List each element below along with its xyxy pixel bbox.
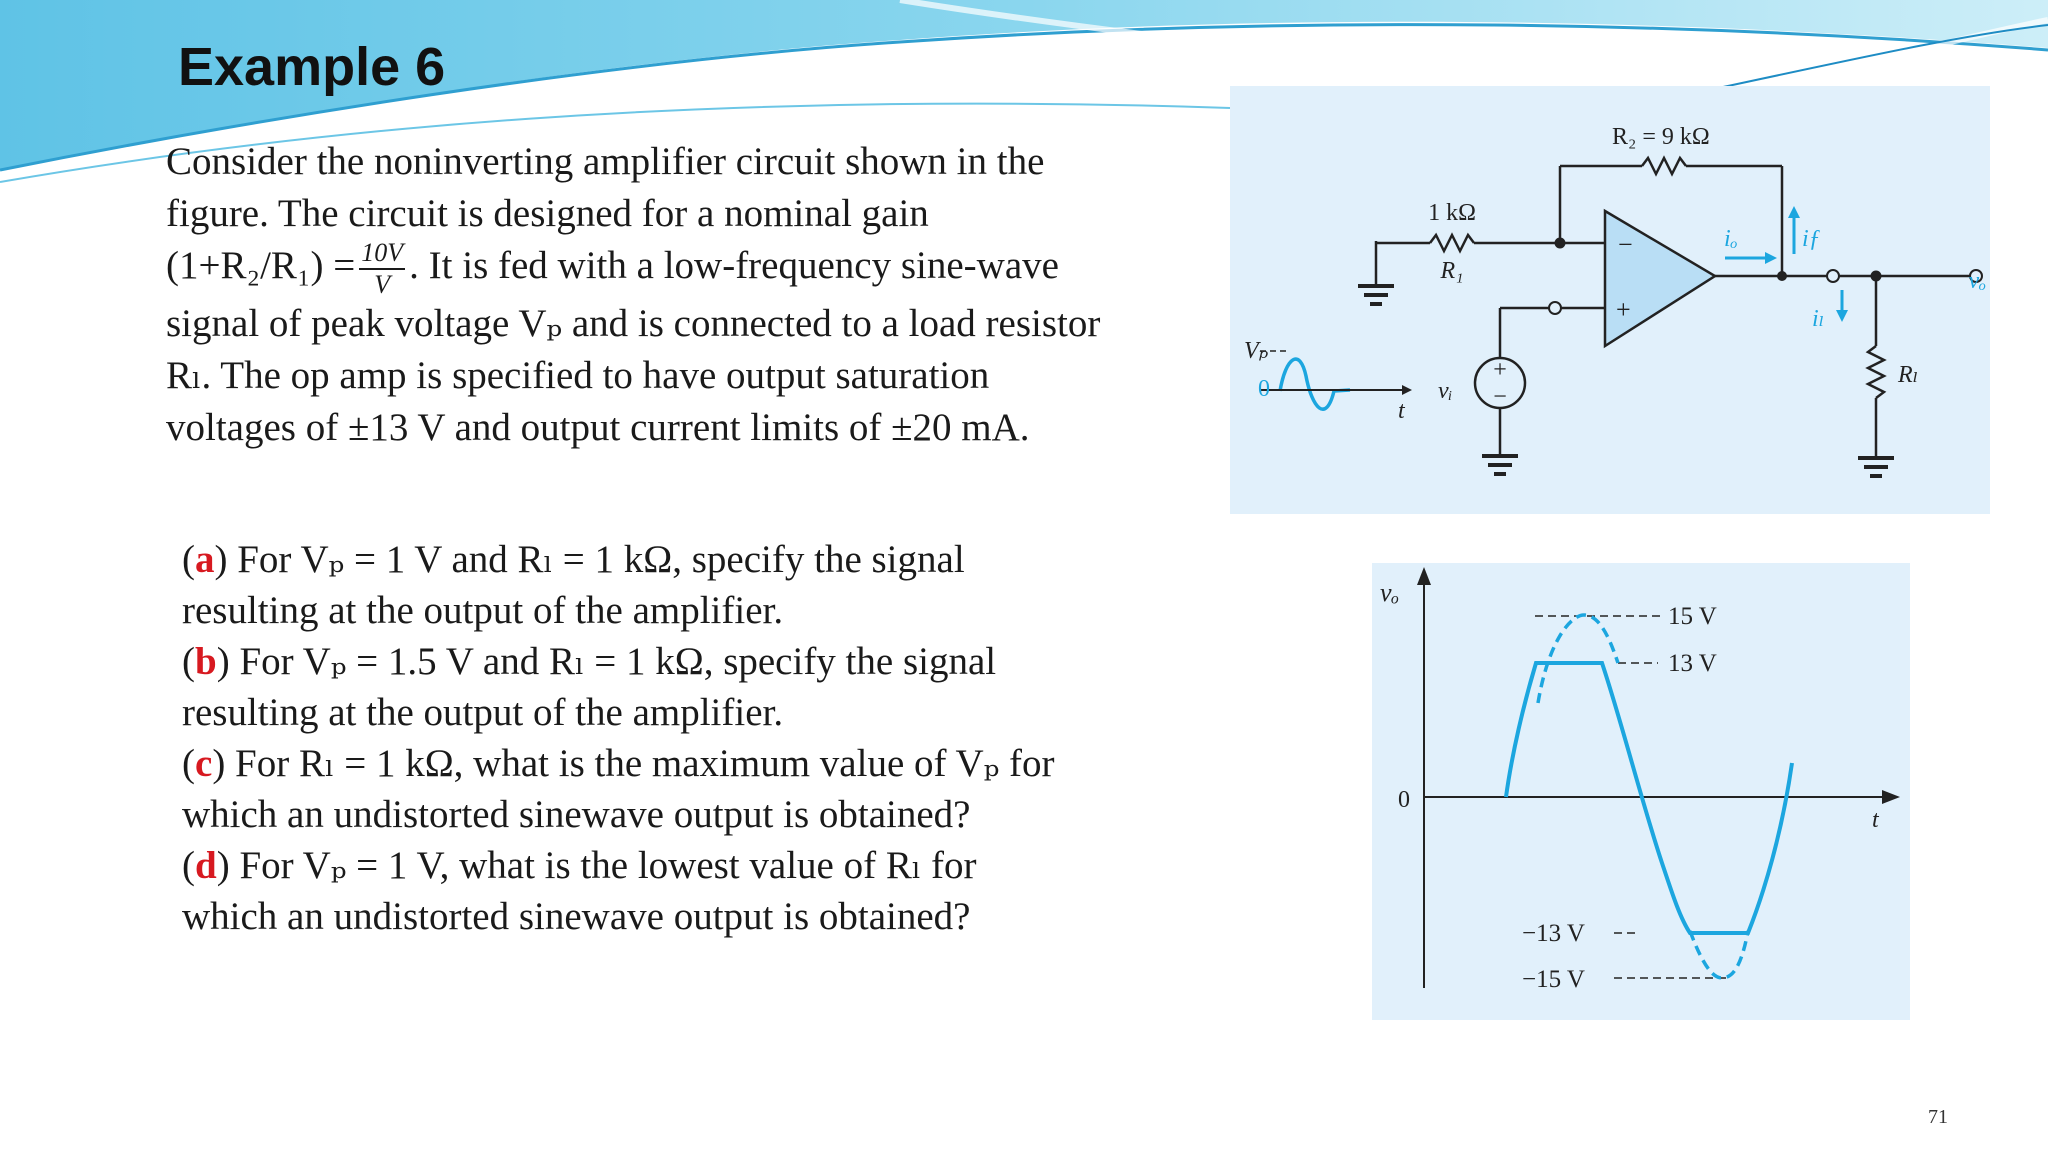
question-label: a (195, 538, 215, 581)
op-amp-plus: + (1616, 295, 1631, 324)
arrow-icon (1882, 790, 1900, 804)
resistor-r1 (1430, 235, 1474, 251)
junction-dot (1777, 271, 1787, 281)
statement-line: signal of peak voltage Vₚ and is connected to a load resistor (166, 302, 1101, 346)
terminal-icon (1549, 302, 1561, 314)
question-list (182, 534, 1242, 942)
question-label: b (195, 640, 217, 683)
statement-text: . It is fed with a low-frequency sine-wave (409, 244, 1059, 287)
resistor-r2 (1642, 158, 1686, 174)
label-13v: 13 V (1668, 650, 1717, 677)
problem-statement (166, 136, 1236, 454)
rl-label: Rₗ (1898, 362, 1919, 388)
terminal-icon (1827, 270, 1839, 282)
op-amp-minus: − (1618, 230, 1633, 259)
statement-line: Rₗ. The op amp is specified to have output saturation (166, 354, 990, 398)
zero-label: 0 (1258, 376, 1270, 402)
label-n15v: −15 V (1522, 966, 1585, 993)
zero-label: 0 (1398, 787, 1410, 813)
question-b-line1: (b) For Vₚ = 1.5 V and Rₗ = 1 kΩ, specify the signal (182, 640, 997, 683)
arrow-icon (1402, 385, 1412, 395)
label-15v: 15 V (1668, 603, 1717, 630)
r2-label: R₂ = 9 kΩ (1612, 124, 1710, 150)
ideal-positive-peak (1538, 615, 1618, 703)
question-a-line1: (a) For Vₚ = 1 V and Rₗ = 1 kΩ, specify the signal (182, 538, 965, 581)
if-label: iƒ (1802, 226, 1821, 252)
r1-label: R₁ (1440, 258, 1464, 284)
page-number: 71 (1928, 1106, 1948, 1128)
junction-dot (1871, 271, 1882, 282)
output-waveform (1372, 563, 1910, 1020)
question-c-line1: (c) For Rₗ = 1 kΩ, what is the maximum value of Vₚ for (182, 742, 1055, 785)
label-n13v: −13 V (1522, 920, 1585, 947)
il-label: iₗ (1812, 306, 1825, 332)
question-d-line1: (d) For Vₚ = 1 V, what is the lowest value of Rₗ for (182, 844, 977, 887)
fraction-denominator: V (374, 270, 391, 300)
resistor-rl (1868, 346, 1884, 398)
arrow-icon (1836, 310, 1848, 322)
ideal-negative-peak (1690, 931, 1748, 978)
gain-expression: (1+R₂/R₁) = (166, 244, 356, 287)
arrow-icon (1765, 252, 1777, 264)
question-c-line2: which an undistorted sinewave output is obtained? (182, 793, 971, 836)
statement-line-gain (166, 240, 1236, 298)
statement-line: voltages of ±13 V and output current limits of ±20 mA. (166, 406, 1030, 450)
question-d-line2: which an undistorted sinewave output is obtained? (182, 895, 971, 938)
gain-fraction (359, 240, 405, 298)
fraction-numerator: 10V (359, 240, 405, 270)
arrow-icon (1417, 567, 1431, 585)
t-label: t (1398, 398, 1405, 424)
slide-title: Example 6 (178, 37, 446, 97)
question-a-line2: resulting at the output of the amplifier. (182, 589, 784, 632)
r1-value: 1 kΩ (1428, 200, 1476, 226)
question-label: c (195, 742, 213, 785)
question-label: d (195, 844, 217, 887)
circuit-diagram-panel (1230, 86, 1990, 514)
vi-label: vᵢ (1438, 378, 1453, 404)
vp-label: Vₚ (1244, 338, 1269, 364)
arrow-icon (1788, 206, 1800, 218)
source-plus: + (1493, 357, 1507, 383)
input-sine-icon (1280, 359, 1350, 409)
vo-label: vₒ (1968, 268, 1986, 294)
statement-line: figure. The circuit is designed for a nominal gain (166, 192, 929, 235)
junction-dot (1555, 238, 1566, 249)
output-waveform-panel (1372, 563, 1910, 1020)
question-b-line2: resulting at the output of the amplifier. (182, 691, 784, 734)
y-axis-label: vₒ (1380, 578, 1399, 607)
x-axis-label: t (1872, 807, 1879, 833)
circuit-diagram (1230, 86, 1990, 514)
statement-line: Consider the noninverting amplifier circuit shown in the (166, 140, 1045, 183)
io-label: iₒ (1724, 226, 1738, 252)
source-minus: − (1493, 384, 1507, 410)
